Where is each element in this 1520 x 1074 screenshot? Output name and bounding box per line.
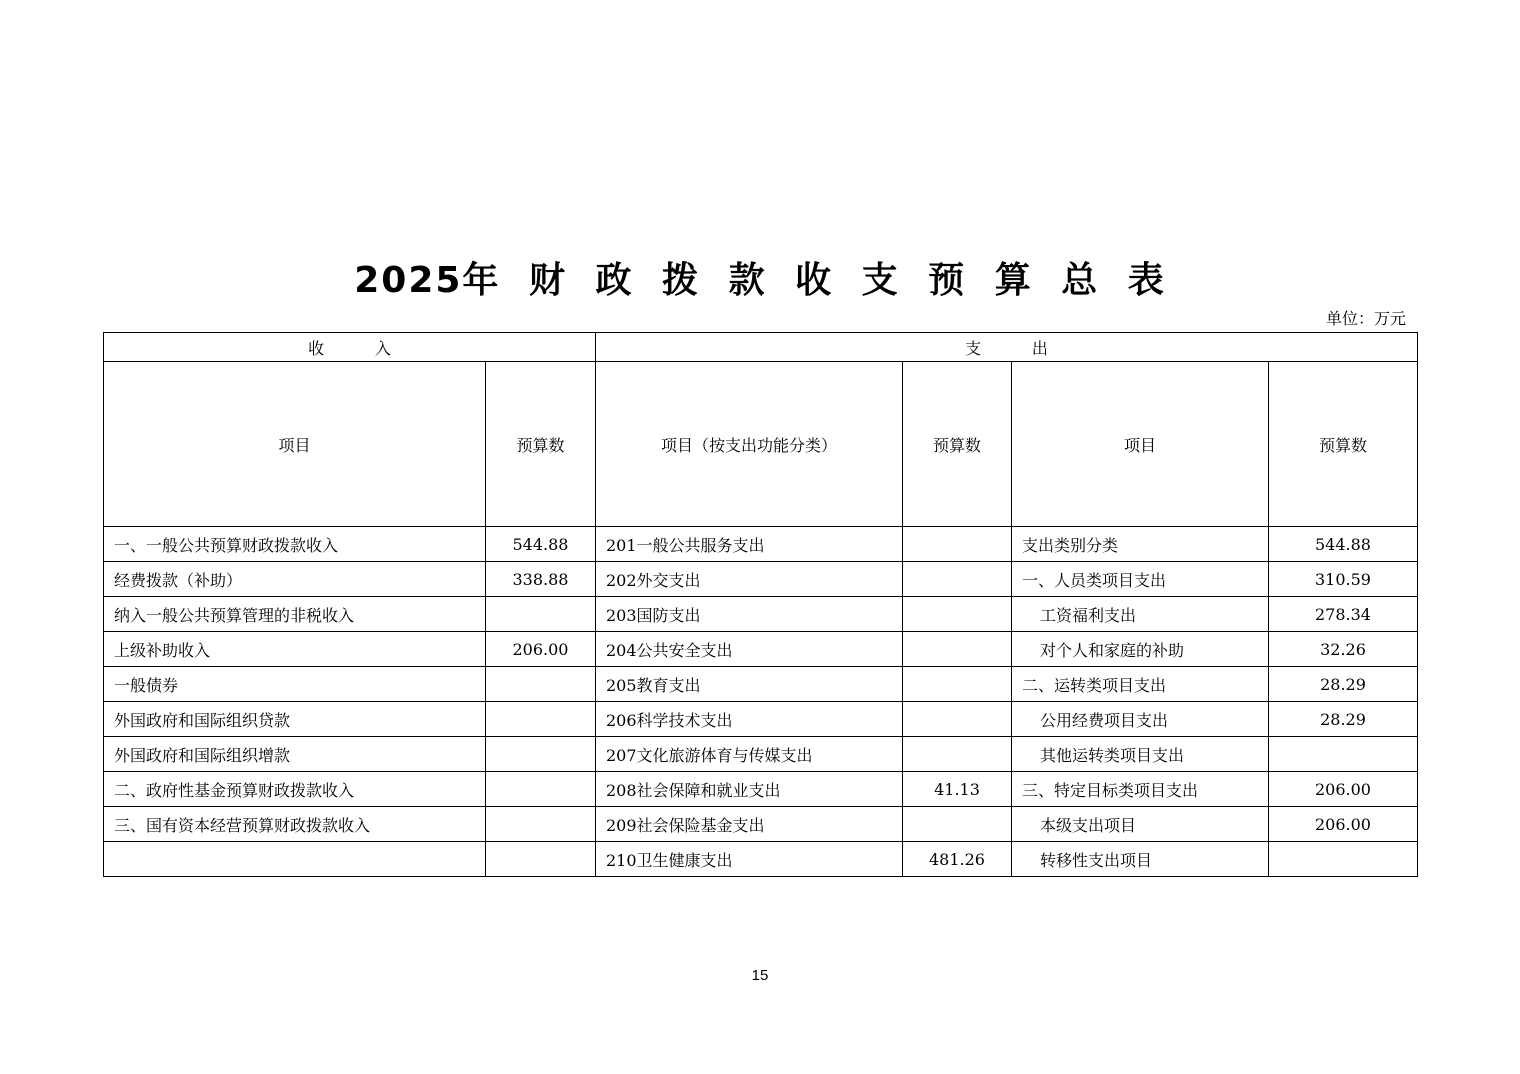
- function-item: 203国防支出: [596, 597, 903, 632]
- page-title: 2025年 财 政 拨 款 收 支 预 算 总 表: [354, 260, 1166, 301]
- col-header-function-item: 项目（按支出功能分类）: [596, 362, 903, 527]
- table-row: [104, 632, 1418, 667]
- income-amount: [486, 807, 596, 842]
- category-amount: 544.88: [1269, 527, 1418, 562]
- function-amount: [903, 702, 1012, 737]
- function-item: 201一般公共服务支出: [596, 527, 903, 562]
- function-item: 207文化旅游体育与传媒支出: [596, 737, 903, 772]
- function-item: 210卫生健康支出: [596, 842, 903, 877]
- category-amount: [1269, 842, 1418, 877]
- category-amount: 206.00: [1269, 807, 1418, 842]
- category-item: 工资福利支出: [1012, 597, 1269, 632]
- category-amount: 28.29: [1269, 702, 1418, 737]
- category-item: 公用经费项目支出: [1012, 702, 1269, 737]
- page-number: 15: [751, 967, 769, 984]
- category-item: 本级支出项目: [1012, 807, 1269, 842]
- function-amount: [903, 597, 1012, 632]
- category-amount: 278.34: [1269, 597, 1418, 632]
- category-amount: [1269, 737, 1418, 772]
- table-row: [104, 807, 1418, 842]
- function-item: 206科学技术支出: [596, 702, 903, 737]
- category-amount: 32.26: [1269, 632, 1418, 667]
- column-header-row: [104, 362, 1418, 527]
- table-row: [104, 597, 1418, 632]
- category-amount: 206.00: [1269, 772, 1418, 807]
- category-item: 一、人员类项目支出: [1012, 562, 1269, 597]
- function-amount: [903, 562, 1012, 597]
- income-amount: [486, 702, 596, 737]
- function-item: 209社会保险基金支出: [596, 807, 903, 842]
- income-item: 外国政府和国际组织增款: [104, 737, 486, 772]
- unit-label: 单位：万元: [1325, 309, 1406, 328]
- table-row: [104, 562, 1418, 597]
- income-item: 经费拨款（补助）: [104, 562, 486, 597]
- category-amount: 28.29: [1269, 667, 1418, 702]
- income-item: 上级补助收入: [104, 632, 486, 667]
- category-amount: 310.59: [1269, 562, 1418, 597]
- income-group-header: 收 入: [104, 333, 596, 362]
- function-amount: [903, 667, 1012, 702]
- category-item: 其他运转类项目支出: [1012, 737, 1269, 772]
- col-header-income-amount: 预算数: [486, 362, 596, 527]
- col-header-category-item: 项目: [1012, 362, 1269, 527]
- income-amount: 338.88: [486, 562, 596, 597]
- income-amount: [486, 772, 596, 807]
- function-amount: [903, 527, 1012, 562]
- income-amount: [486, 667, 596, 702]
- income-amount: 206.00: [486, 632, 596, 667]
- table-row: [104, 667, 1418, 702]
- function-item: 205教育支出: [596, 667, 903, 702]
- income-item: 一、一般公共预算财政拨款收入: [104, 527, 486, 562]
- income-amount: [486, 597, 596, 632]
- group-header-row: [104, 333, 1418, 362]
- income-item: 一般债券: [104, 667, 486, 702]
- income-item: [104, 842, 486, 877]
- table-row: [104, 702, 1418, 737]
- function-amount: 41.13: [903, 772, 1012, 807]
- col-header-income-item: 项目: [104, 362, 486, 527]
- table-row: [104, 527, 1418, 562]
- expense-group-header: 支 出: [596, 333, 1418, 362]
- income-item: 二、政府性基金预算财政拨款收入: [104, 772, 486, 807]
- category-item: 对个人和家庭的补助: [1012, 632, 1269, 667]
- category-item: 二、运转类项目支出: [1012, 667, 1269, 702]
- category-item: 支出类别分类: [1012, 527, 1269, 562]
- table-row: [104, 737, 1418, 772]
- function-amount: [903, 632, 1012, 667]
- income-item: 外国政府和国际组织贷款: [104, 702, 486, 737]
- income-amount: [486, 842, 596, 877]
- income-amount: 544.88: [486, 527, 596, 562]
- function-amount: 481.26: [903, 842, 1012, 877]
- income-item: 三、国有资本经营预算财政拨款收入: [104, 807, 486, 842]
- function-amount: [903, 737, 1012, 772]
- col-header-function-amount: 预算数: [903, 362, 1012, 527]
- budget-table: [103, 332, 1418, 877]
- function-item: 204公共安全支出: [596, 632, 903, 667]
- function-item: 208社会保障和就业支出: [596, 772, 903, 807]
- income-item: 纳入一般公共预算管理的非税收入: [104, 597, 486, 632]
- function-item: 202外交支出: [596, 562, 903, 597]
- table-row: [104, 772, 1418, 807]
- income-amount: [486, 737, 596, 772]
- category-item: 转移性支出项目: [1012, 842, 1269, 877]
- category-item: 三、特定目标类项目支出: [1012, 772, 1269, 807]
- function-amount: [903, 807, 1012, 842]
- col-header-category-amount: 预算数: [1269, 362, 1418, 527]
- table-row: [104, 842, 1418, 877]
